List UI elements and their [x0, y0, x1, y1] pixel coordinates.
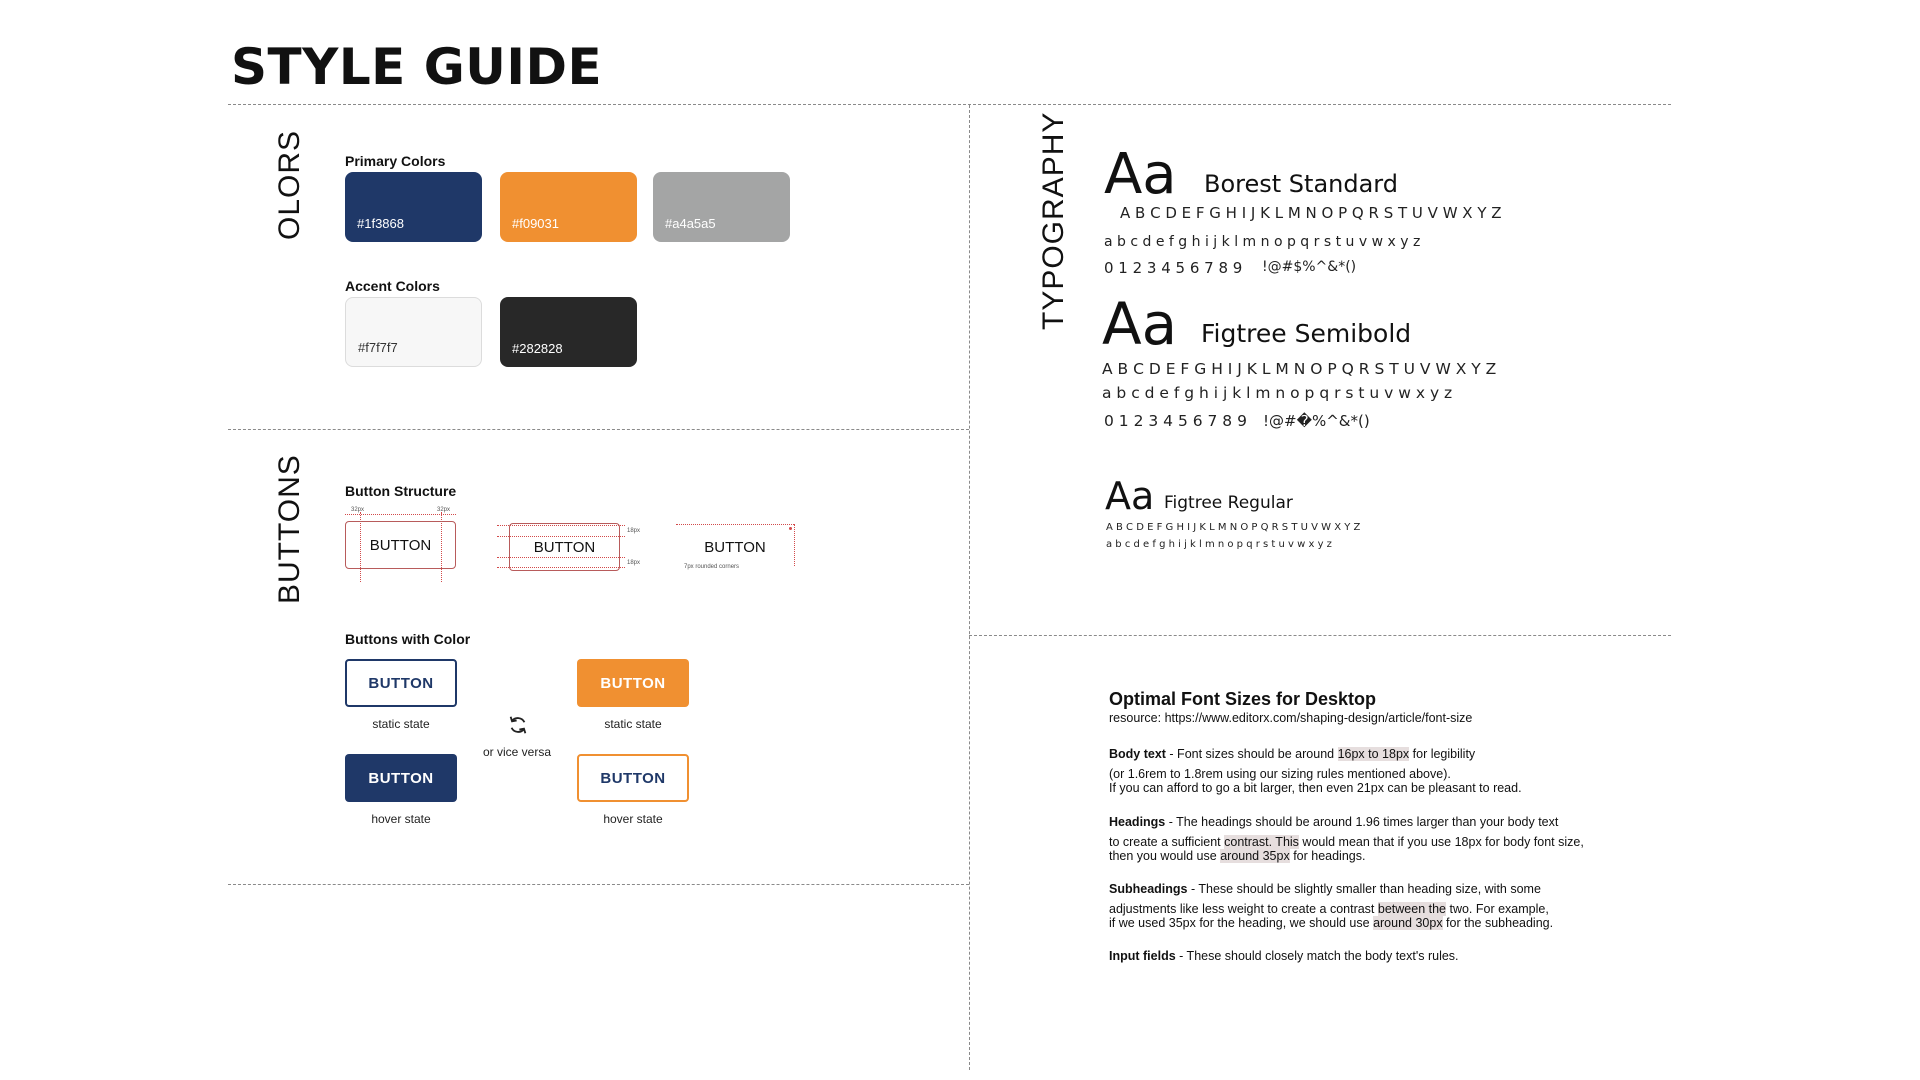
swatch-offwhite	[345, 297, 482, 367]
swatch-navy-hex: #1f3868	[357, 216, 404, 231]
body-text-line1	[1109, 747, 1475, 762]
font1-symbols: !@#$%^&*()	[1262, 259, 1357, 275]
padding-bottom-note: 18px	[627, 560, 641, 566]
primary-colors-label: Primary Colors	[345, 153, 446, 169]
subheadings-title: Subheadings	[1109, 882, 1188, 896]
section-typography-heading: TYPOGRAPHY	[1037, 111, 1070, 330]
headings-l2a: to create a sufficient	[1109, 835, 1225, 849]
subheadings-l2c: two. For example,	[1446, 902, 1549, 916]
colors-divider	[228, 429, 969, 430]
headings-l1: - The headings should be around 1.96 times larger than your body text	[1165, 815, 1559, 829]
body-text-l1c: for legibility	[1409, 747, 1476, 761]
headings-l3a: then you would use	[1109, 849, 1221, 863]
body-text-title: Body text	[1109, 747, 1166, 761]
subheadings-line1	[1109, 882, 1541, 897]
headings-l3c: for headings.	[1289, 849, 1366, 863]
section-colors-heading: OLORS	[273, 129, 306, 240]
headings-line2	[1109, 835, 1584, 850]
padding-top-note: 18px	[627, 528, 641, 534]
subheadings-l3a: if we used 35px for the heading, we should use	[1109, 916, 1374, 930]
subheadings-l1: - These should be slightly smaller than heading size, with some	[1187, 882, 1541, 896]
navy-static-caption: static state	[372, 717, 430, 731]
font3-name: Figtree Regular	[1164, 493, 1293, 513]
swatch-gray	[653, 172, 790, 242]
swatch-orange-hex: #f09031	[512, 216, 559, 231]
input-fields-l1: - These should closely match the body text's rules.	[1175, 949, 1459, 963]
swatch-offwhite-hex: #f7f7f7	[358, 340, 398, 355]
rounded-corners-note: 7px rounded corners	[684, 564, 740, 570]
accent-colors-label: Accent Colors	[345, 278, 440, 294]
center-divider	[969, 105, 970, 1070]
refresh-cycle-icon	[507, 714, 529, 736]
body-text-line3: If you can afford to go a bit larger, then even 21px can be pleasant to read.	[1109, 781, 1522, 795]
buttons-with-color-label: Buttons with Color	[345, 631, 471, 647]
subheadings-line3	[1109, 916, 1553, 931]
swatch-gray-hex: #a4a5a5	[665, 216, 716, 231]
navy-hover-caption: hover state	[371, 812, 431, 826]
orange-static-caption: static state	[604, 717, 662, 731]
font2-lowercase: a b c d e f g h i j k l m n o p q r s t u v w x y z	[1102, 384, 1453, 402]
font3-sample: Aa	[1105, 474, 1155, 518]
font1-sample: Aa	[1104, 142, 1177, 207]
font1-uppercase: A B C D E F G H I J K L M N O P Q R S T U V W X Y Z	[1120, 204, 1502, 222]
page-title: STYLE GUIDE	[231, 38, 603, 96]
headings-title: Headings	[1109, 815, 1166, 829]
input-fields-line1	[1109, 949, 1459, 964]
subheadings-l3c: for the subheading.	[1442, 916, 1554, 930]
padding-right-note: 32px	[437, 507, 451, 513]
font2-uppercase: A B C D E F G H I J K L M N O P Q R S T U V W X Y Z	[1102, 360, 1497, 378]
corner-guide-right	[794, 524, 795, 566]
subheadings-highlight-1: between the	[1377, 902, 1446, 916]
button-structure-label: Button Structure	[345, 483, 457, 499]
font3-lowercase: a b c d e f g h i j k l m n o p q r s t u v w x y z	[1106, 539, 1332, 550]
orange-filled-button[interactable]: BUTTON	[577, 659, 689, 707]
swatch-charcoal	[500, 297, 637, 367]
body-text-line2: (or 1.6rem to 1.8rem using our sizing rules mentioned above).	[1109, 767, 1451, 781]
navy-filled-button[interactable]: BUTTON	[345, 754, 457, 802]
font-sizes-heading: Optimal Font Sizes for Desktop	[1109, 689, 1377, 709]
orange-outline-button[interactable]: BUTTON	[577, 754, 689, 802]
font-sizes-resource: resource: https://www.editorx.com/shaping-design/article/font-size	[1109, 711, 1473, 725]
subheadings-highlight-2: around 30px	[1373, 916, 1443, 930]
font3-uppercase: A B C D E F G H I J K L M N O P Q R S T U V W X Y Z	[1106, 522, 1361, 533]
font1-name: Borest Standard	[1204, 170, 1398, 198]
headings-l2c: would mean that if you use 18px for body font size,	[1298, 835, 1584, 849]
vice-versa-caption: or vice versa	[482, 745, 552, 759]
swatch-orange	[500, 172, 637, 242]
input-fields-title: Input fields	[1109, 949, 1176, 963]
headings-highlight-1: contrast. This	[1224, 835, 1299, 849]
padding-left-note: 32px	[351, 507, 365, 513]
body-text-l1a: - Font sizes should be around	[1165, 747, 1338, 761]
swatch-charcoal-hex: #282828	[512, 341, 563, 356]
font2-name: Figtree Semibold	[1201, 319, 1412, 348]
font2-symbols: !@#�%^&*()	[1263, 412, 1370, 430]
headings-line1	[1109, 815, 1558, 830]
subheadings-l2a: adjustments like less weight to create a contrast	[1109, 902, 1378, 916]
top-divider	[228, 104, 1671, 105]
font1-lowercase: a b c d e f g h i j k l m n o p q r s t u v w x y z	[1104, 234, 1421, 250]
section-buttons-heading: BUTTONS	[273, 454, 306, 604]
typography-divider	[969, 635, 1671, 636]
structure-button-padding-tb: BUTTON	[509, 523, 620, 571]
headings-line3	[1109, 849, 1365, 864]
structure-button-padding-lr: BUTTON	[345, 521, 456, 569]
font2-sample: Aa	[1102, 290, 1178, 358]
font1-digits: 0 1 2 3 4 5 6 7 8 9	[1104, 259, 1243, 277]
corner-marker	[789, 527, 792, 530]
body-text-highlight: 16px to 18px	[1337, 747, 1410, 761]
structure-button-corners: BUTTON	[704, 538, 766, 556]
navy-outline-button[interactable]: BUTTON	[345, 659, 457, 707]
orange-hover-caption: hover state	[603, 812, 663, 826]
buttons-divider	[228, 884, 969, 885]
subheadings-line2	[1109, 902, 1549, 917]
font2-digits: 0 1 2 3 4 5 6 7 8 9	[1104, 412, 1247, 430]
corner-guide-top	[676, 524, 794, 525]
headings-highlight-2: around 35px	[1220, 849, 1290, 863]
padding-guide-top	[345, 514, 456, 515]
swatch-navy	[345, 172, 482, 242]
